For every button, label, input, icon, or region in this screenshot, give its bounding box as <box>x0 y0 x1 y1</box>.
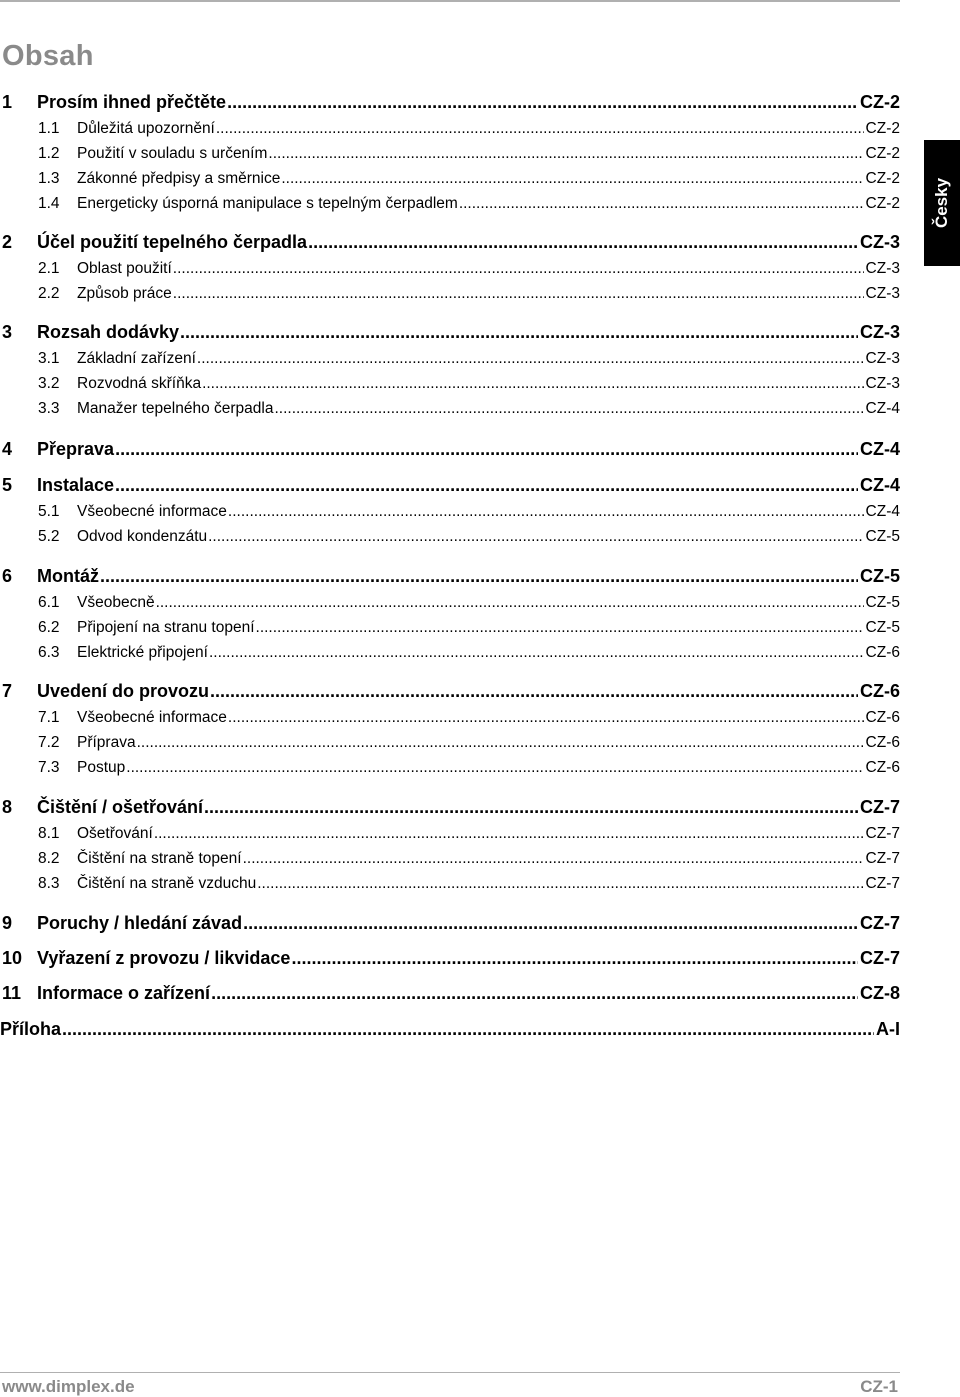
toc-entry-title: Čištění na straně vzduchu <box>77 875 257 892</box>
toc-subsection-entry <box>0 285 900 307</box>
toc-entry-title: Základní zařízení <box>77 350 196 367</box>
toc-entry-title: Vyřazení z provozu / likvidace <box>37 948 291 968</box>
toc-dot-leader <box>202 375 863 393</box>
toc-dot-leader <box>211 983 858 1004</box>
toc-section-entry <box>0 913 900 935</box>
toc-entry-page: CZ-5 <box>865 619 900 636</box>
toc-dot-leader <box>173 285 864 303</box>
toc-entry-title: Odvod kondenzátu <box>77 528 208 545</box>
toc-dot-leader <box>243 913 858 934</box>
toc-entry-page: A-I <box>876 1019 900 1039</box>
toc-dot-leader <box>208 528 863 546</box>
toc-entry-page: CZ-6 <box>865 709 900 726</box>
toc-subsection-entry <box>0 825 900 847</box>
toc-section-entry <box>0 92 900 114</box>
toc-subsection-entry <box>0 170 900 192</box>
toc-subsection-entry <box>0 594 900 616</box>
toc-section-entry <box>0 681 900 703</box>
page-title: Obsah <box>2 40 94 72</box>
toc-entry-number: 7.2 <box>38 734 60 751</box>
toc-dot-leader <box>227 92 858 113</box>
toc-entry-title: Příprava <box>77 734 136 751</box>
toc-entry-page: CZ-6 <box>860 681 900 701</box>
toc-dot-leader <box>256 619 864 637</box>
toc-dot-leader <box>154 825 864 843</box>
toc-entry-number: 5 <box>2 475 13 495</box>
toc-entry-number: 11 <box>2 983 22 1003</box>
toc-entry-number: 2 <box>2 232 13 252</box>
toc-dot-leader <box>243 850 864 868</box>
toc-entry-page: CZ-4 <box>860 475 900 495</box>
toc-dot-leader <box>197 350 864 368</box>
toc-entry-title: Energeticky úsporná manipulace s tepelným čerpadlem <box>77 195 458 212</box>
toc-entry-title: Prosím ihned přečtěte <box>37 92 227 112</box>
toc-subsection-entry <box>0 644 900 666</box>
toc-dot-leader <box>100 566 858 587</box>
toc-dot-leader <box>228 503 864 521</box>
toc-dot-leader <box>156 594 864 612</box>
toc-entry-title: Důležitá upozornění <box>77 120 215 137</box>
toc-entry-number: 1.2 <box>38 145 60 162</box>
toc-entry-page: CZ-5 <box>865 528 900 545</box>
toc-entry-page: CZ-6 <box>865 759 900 776</box>
toc-dot-leader <box>268 145 863 163</box>
toc-entry-page: CZ-3 <box>860 322 900 342</box>
toc-entry-title: Připojení na stranu topení <box>77 619 255 636</box>
toc-entry-title: Rozsah dodávky <box>37 322 180 342</box>
toc-entry-page: CZ-2 <box>865 145 900 162</box>
toc-entry-number: 5.2 <box>38 528 60 545</box>
toc-entry-number: 3.2 <box>38 375 60 392</box>
toc-entry-page: CZ-2 <box>860 92 900 112</box>
language-tab <box>924 140 960 266</box>
toc-entry-title: Uvedení do provozu <box>37 681 210 701</box>
toc-entry-page: CZ-7 <box>860 948 900 968</box>
toc-entry-page: CZ-3 <box>865 350 900 367</box>
toc-section-entry <box>0 948 900 970</box>
toc-entry-number: 7.3 <box>38 759 60 776</box>
toc-dot-leader <box>281 170 863 188</box>
toc-dot-leader <box>291 948 858 969</box>
toc-entry-page: CZ-5 <box>865 594 900 611</box>
toc-entry-number: 9 <box>2 913 13 933</box>
toc-dot-leader <box>180 322 858 343</box>
toc-dot-leader <box>204 797 858 818</box>
toc-subsection-entry <box>0 145 900 167</box>
toc-entry-number: 8.3 <box>38 875 60 892</box>
toc-dot-leader <box>173 260 864 278</box>
toc-entry-number: 1 <box>2 92 13 112</box>
toc-section-entry <box>0 983 900 1005</box>
toc-entry-title: Čištění na straně topení <box>77 850 242 867</box>
toc-entry-number: 2.2 <box>38 285 60 302</box>
toc-entry-page: CZ-7 <box>860 913 900 933</box>
toc-entry-page: CZ-4 <box>865 503 900 520</box>
toc-section-entry <box>0 797 900 819</box>
toc-subsection-entry <box>0 850 900 872</box>
footer-page-number: CZ-1 <box>860 1377 898 1396</box>
toc-entry-page: CZ-3 <box>865 260 900 277</box>
toc-entry-page: CZ-7 <box>860 797 900 817</box>
toc-entry-number: 3.1 <box>38 350 60 367</box>
toc-entry-title: Elektrické připojení <box>77 644 208 661</box>
toc-subsection-entry <box>0 350 900 372</box>
toc-entry-title: Čištění / ošetřování <box>37 797 204 817</box>
toc-entry-page: CZ-7 <box>865 850 900 867</box>
toc-dot-leader <box>115 439 858 460</box>
toc-entry-page: CZ-4 <box>865 400 900 417</box>
toc-entry-number: 2.1 <box>38 260 60 277</box>
toc-entry-number: 5.1 <box>38 503 60 520</box>
toc-subsection-entry <box>0 619 900 641</box>
toc-entry-title: Poruchy / hledání závad <box>37 913 243 933</box>
toc-entry-number: 3 <box>2 322 13 342</box>
toc-dot-leader <box>137 734 864 752</box>
toc-entry-number: 6.3 <box>38 644 60 661</box>
toc-entry-title: Postup <box>77 759 126 776</box>
toc-section-entry <box>0 439 900 461</box>
language-tab-label: Česky <box>932 177 952 229</box>
toc-subsection-entry <box>0 734 900 756</box>
toc-entry-number: 3.3 <box>38 400 60 417</box>
toc-entry-number: 10 <box>2 948 23 968</box>
toc-entry-number: 8.2 <box>38 850 60 867</box>
toc-entry-page: CZ-4 <box>860 439 900 459</box>
toc-section-entry <box>0 232 900 254</box>
toc-entry-title: Účel použití tepelného čerpadla <box>37 232 308 252</box>
toc-entry-title: Oblast použití <box>77 260 172 277</box>
toc-entry-title: Informace o zařízení <box>37 983 211 1003</box>
toc-entry-title: Manažer tepelného čerpadla <box>77 400 274 417</box>
toc-entry-title: Všeobecné informace <box>77 503 227 520</box>
toc-entry-page: CZ-7 <box>865 875 900 892</box>
footer-url: www.dimplex.de <box>2 1377 135 1396</box>
toc-entry-page: CZ-3 <box>865 285 900 302</box>
toc-dot-leader <box>115 475 858 496</box>
toc-subsection-entry <box>0 759 900 781</box>
toc-dot-leader <box>126 759 863 777</box>
toc-entry-title: Zákonné předpisy a směrnice <box>77 170 281 187</box>
toc-entry-page: CZ-7 <box>865 825 900 842</box>
toc-entry-page: CZ-2 <box>865 120 900 137</box>
toc-section-entry <box>0 322 900 344</box>
toc-entry-title: Ošetřování <box>77 825 153 842</box>
toc-subsection-entry <box>0 400 900 422</box>
toc-entry-title: Rozvodná skříňka <box>77 375 202 392</box>
toc-subsection-entry <box>0 375 900 397</box>
toc-subsection-entry <box>0 875 900 897</box>
toc-entry-page: CZ-5 <box>860 566 900 586</box>
toc-subsection-entry <box>0 260 900 282</box>
toc-entry-number: 8 <box>2 797 13 817</box>
toc-entry-page: CZ-8 <box>860 983 900 1003</box>
toc-entry-title: Instalace <box>37 475 115 495</box>
toc-dot-leader <box>459 195 864 213</box>
toc-entry-page: CZ-3 <box>865 375 900 392</box>
toc-subsection-entry <box>0 120 900 142</box>
toc-dot-leader <box>228 709 864 727</box>
toc-entry-page: CZ-2 <box>865 195 900 212</box>
toc-entry-number: 6.1 <box>38 594 60 611</box>
toc-dot-leader <box>216 120 864 138</box>
toc-entry-page: CZ-2 <box>865 170 900 187</box>
footer-rule <box>0 1372 900 1373</box>
toc-entry-title: Příloha <box>0 1019 62 1039</box>
toc-section-entry <box>0 566 900 588</box>
toc-entry-number: 1.3 <box>38 170 60 187</box>
toc-dot-leader <box>62 1019 874 1040</box>
toc-entry-title: Montáž <box>37 566 99 586</box>
toc-entry-title: Všeobecně <box>77 594 155 611</box>
toc-dot-leader <box>210 681 858 702</box>
toc-entry-number: 7.1 <box>38 709 60 726</box>
toc-entry-number: 8.1 <box>38 825 60 842</box>
toc-entry-page: CZ-3 <box>860 232 900 252</box>
toc-entry-title: Přeprava <box>37 439 115 459</box>
toc-entry-number: 6 <box>2 566 13 586</box>
toc-entry-number: 7 <box>2 681 13 701</box>
toc-entry-number: 6.2 <box>38 619 60 636</box>
toc-section-entry <box>0 1019 900 1041</box>
toc-entry-number: 4 <box>2 439 13 459</box>
toc-entry-title: Způsob práce <box>77 285 172 302</box>
toc-subsection-entry <box>0 528 900 550</box>
toc-subsection-entry <box>0 503 900 525</box>
toc-entry-title: Všeobecné informace <box>77 709 227 726</box>
toc-entry-page: CZ-6 <box>865 644 900 661</box>
toc-entry-page: CZ-6 <box>865 734 900 751</box>
toc-subsection-entry <box>0 195 900 217</box>
toc-dot-leader <box>209 644 864 662</box>
toc-dot-leader <box>257 875 863 893</box>
toc-dot-leader <box>274 400 863 418</box>
toc-subsection-entry <box>0 709 900 731</box>
toc-entry-title: Použití v souladu s určením <box>77 145 268 162</box>
toc-section-entry <box>0 475 900 497</box>
toc-entry-number: 1.4 <box>38 195 60 212</box>
toc-entry-number: 1.1 <box>38 120 60 137</box>
toc-dot-leader <box>308 232 858 253</box>
